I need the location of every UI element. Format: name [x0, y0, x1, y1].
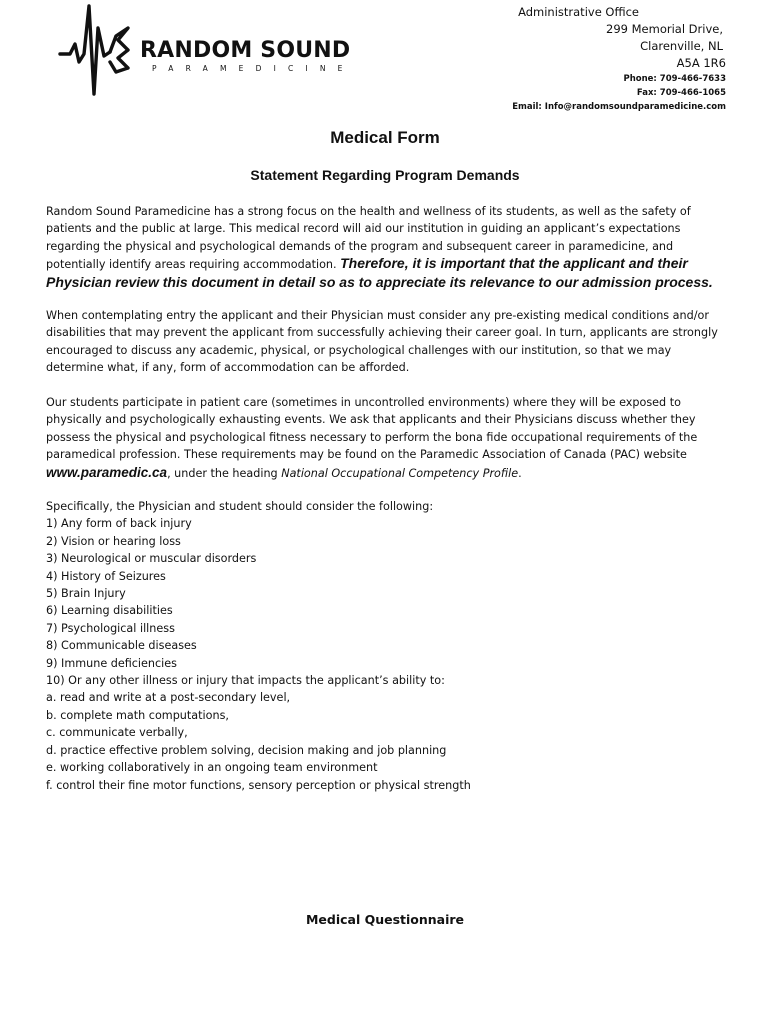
list-item: 7) Psychological illness	[46, 621, 175, 635]
considerations-paragraph	[46, 307, 726, 377]
address-postal-code: A5A 1R6	[676, 56, 726, 70]
list-item: a. read and write at a post-secondary level,	[46, 691, 291, 705]
list-item: c. communicate verbally,	[46, 726, 188, 740]
address-block	[512, 4, 726, 114]
considerations-list-block	[46, 498, 726, 794]
patient-care-end: .	[518, 466, 522, 480]
list-item: 5) Brain Injury	[46, 587, 126, 601]
logo-subtitle: PARAMEDICINE	[152, 64, 355, 73]
list-item: 9) Immune deficiencies	[46, 656, 177, 670]
address-street: 299 Memorial Drive,	[606, 22, 723, 36]
patient-care-paragraph	[46, 394, 726, 482]
considerations-text: When contemplating entry the applicant and their Physician must consider any pre-existing medical conditions and/or disabilities that may prevent the applicant from successfully achieving their career goal. In turn, applicants are strongly encouraged to discuss any academic, physical, or psychological challenges with our institution, so that we may determine what, if any, form of accommodation can be afforded.	[46, 309, 718, 375]
list-item: f. control their fine motor functions, sensory perception or physical strength	[46, 778, 471, 792]
address-office: Administrative Office	[518, 5, 639, 19]
patient-care-middle: , under the heading	[167, 466, 282, 480]
form-subtitle: Statement Regarding Program Demands	[250, 167, 520, 183]
random-sound-logo	[58, 2, 358, 98]
address-fax: Fax: 709-466-1065	[636, 88, 726, 98]
list-item: 10) Or any other illness or injury that impacts the applicant’s ability to:	[46, 674, 445, 688]
intro-paragraph	[46, 203, 726, 292]
list-item: d. practice effective problem solving, decision making and job planning	[46, 743, 447, 757]
list-intro: Specifically, the Physician and student should consider the following:	[46, 500, 434, 513]
ecg-logo-icon	[58, 2, 148, 98]
intro-text: Random Sound Paramedicine has a strong focus on the health and wellness of its students, as well as the safety of patients and the public at large. This medical record will aid our institution in guiding an applicant’s expectations regarding the physical and psychological demands of the program and subsequent career in paramedicine, and potentially identify areas requiring accommodation.	[46, 205, 691, 272]
intro-emphasis: Therefore, it is important that the applicant and their Physician review this document in detail so as to appreciate its relevance to our admission process.	[46, 255, 713, 290]
questionnaire-heading: Medical Questionnaire	[305, 912, 465, 927]
logo-name: RANDOM SOUND	[140, 38, 351, 63]
list-item: 8) Communicable diseases	[46, 639, 197, 653]
patient-care-text: Our students participate in patient care (sometimes in uncontrolled environments) where they will be exposed to physically and psychologically exhausting events. We ask that applicants and their Physicians discuss whether they possess the physical and psychological fitness necessary to perform the bona fide occupational requirements of the paramedical profession. These requirements may be found on the Paramedic Association of Canada (PAC) website	[46, 396, 698, 462]
list-item: 6) Learning disabilities	[46, 604, 173, 618]
list-item: e. working collaboratively in an ongoing team environment	[46, 761, 378, 775]
list-item: 4) History of Seizures	[46, 569, 166, 583]
list-item: 3) Neurological or muscular disorders	[46, 552, 257, 566]
pac-website-link[interactable]: www.paramedic.ca	[46, 464, 168, 480]
address-email: Email: Info@randomsoundparamedicine.com	[512, 102, 726, 112]
address-phone: Phone: 709-466-7633	[623, 74, 726, 84]
form-title: Medical Form	[330, 128, 440, 147]
list-item: b. complete math computations,	[46, 708, 229, 722]
considerations-list	[46, 515, 726, 794]
list-item: 1) Any form of back injury	[46, 517, 192, 531]
list-item: 2) Vision or hearing loss	[46, 534, 181, 548]
ncp-heading-ref: National Occupational Competency Profile	[281, 466, 519, 480]
address-city: Clarenville, NL	[640, 39, 723, 53]
